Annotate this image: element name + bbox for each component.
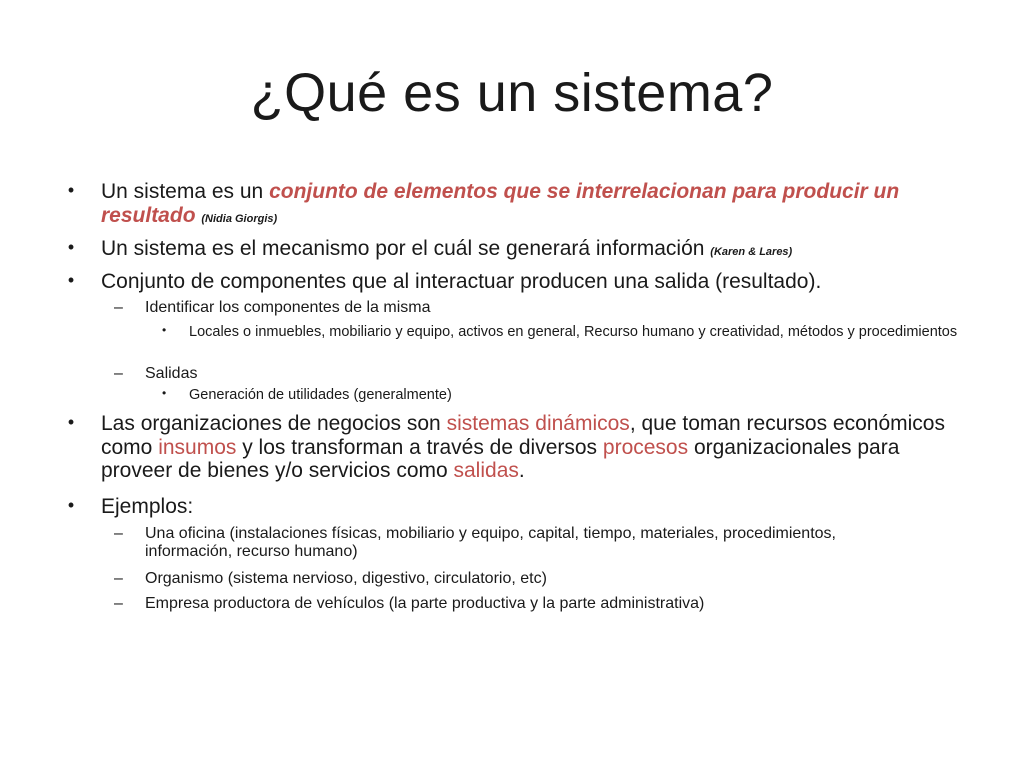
highlighted-phrase: conjunto de elementos que se interrelacionan para producir un resultado (101, 180, 900, 227)
item-text: . (518, 459, 525, 483)
bullet-marker: • (67, 270, 75, 290)
highlight-outputs: salidas (453, 459, 519, 483)
item-text: Un sistema es un (101, 180, 270, 203)
item-text: Salidas (145, 365, 198, 382)
bullet-item-examples (67, 495, 961, 519)
item-text: , que toman recursos económicos como (101, 412, 945, 459)
sub-item-office (114, 525, 925, 561)
bullet-item-organizations (67, 412, 961, 483)
sub-sub-item-profits (162, 386, 979, 404)
bullet-marker: • (67, 180, 75, 200)
item-text: Generación de utilidades (generalmente) (189, 387, 452, 403)
sub-sub-item-resources (162, 323, 979, 341)
citation: (Nidia Giorgis) (201, 212, 278, 225)
item-text: Un sistema es el mecanismo por el cuál se generará información (101, 237, 705, 260)
highlight-inputs: insumos (158, 435, 237, 459)
highlight-processes: procesos (602, 435, 689, 459)
item-text: Conjunto de componentes que al interactuar producen una salida (resultado). (101, 270, 822, 293)
sub-item-organism (114, 570, 925, 588)
citation: (Karen & Lares) (710, 246, 793, 258)
item-text: Ejemplos: (101, 495, 194, 518)
item-text: organizacionales para proveer de bienes y/o servicios como (101, 435, 900, 483)
item-text: Organismo (sistema nervioso, digestivo, circulatorio, etc) (145, 570, 547, 587)
dash-marker: – (114, 595, 123, 612)
bullet-item-mechanism (67, 237, 961, 261)
item-text: y los transforman a través de diversos (236, 435, 603, 459)
item-text: Las organizaciones de negocios son (101, 412, 447, 435)
sub-item-outputs (114, 365, 925, 383)
bullet-marker: • (162, 386, 167, 400)
item-text: Identificar los componentes de la misma (145, 299, 431, 316)
bullet-marker: • (67, 412, 75, 432)
bullet-item-definition (67, 180, 961, 227)
sub-item-vehicle-company (114, 595, 925, 613)
sub-item-identify (114, 299, 925, 317)
item-text: Locales o inmuebles, mobiliario y equipo, activos en general, Recurso humano y creatividad, métodos y procedimientos (189, 324, 958, 340)
dash-marker: – (114, 365, 123, 382)
item-text: Empresa productora de vehículos (la parte productiva y la parte administrativa) (145, 595, 705, 612)
bullet-item-components (67, 270, 961, 294)
item-text: Una oficina (instalaciones físicas, mobiliario y equipo, capital, tiempo, materiales, procedimientos, información, recurso humano) (145, 525, 836, 561)
bullet-marker: • (67, 495, 75, 515)
dash-marker: – (114, 525, 123, 542)
bullet-marker: • (67, 237, 75, 257)
bullet-marker: • (162, 323, 167, 337)
highlight-dynamic-systems: sistemas dinámicos (446, 412, 630, 435)
slide-title: ¿Qué es un sistema? (250, 63, 774, 123)
dash-marker: – (114, 299, 123, 316)
dash-marker: – (114, 570, 123, 587)
